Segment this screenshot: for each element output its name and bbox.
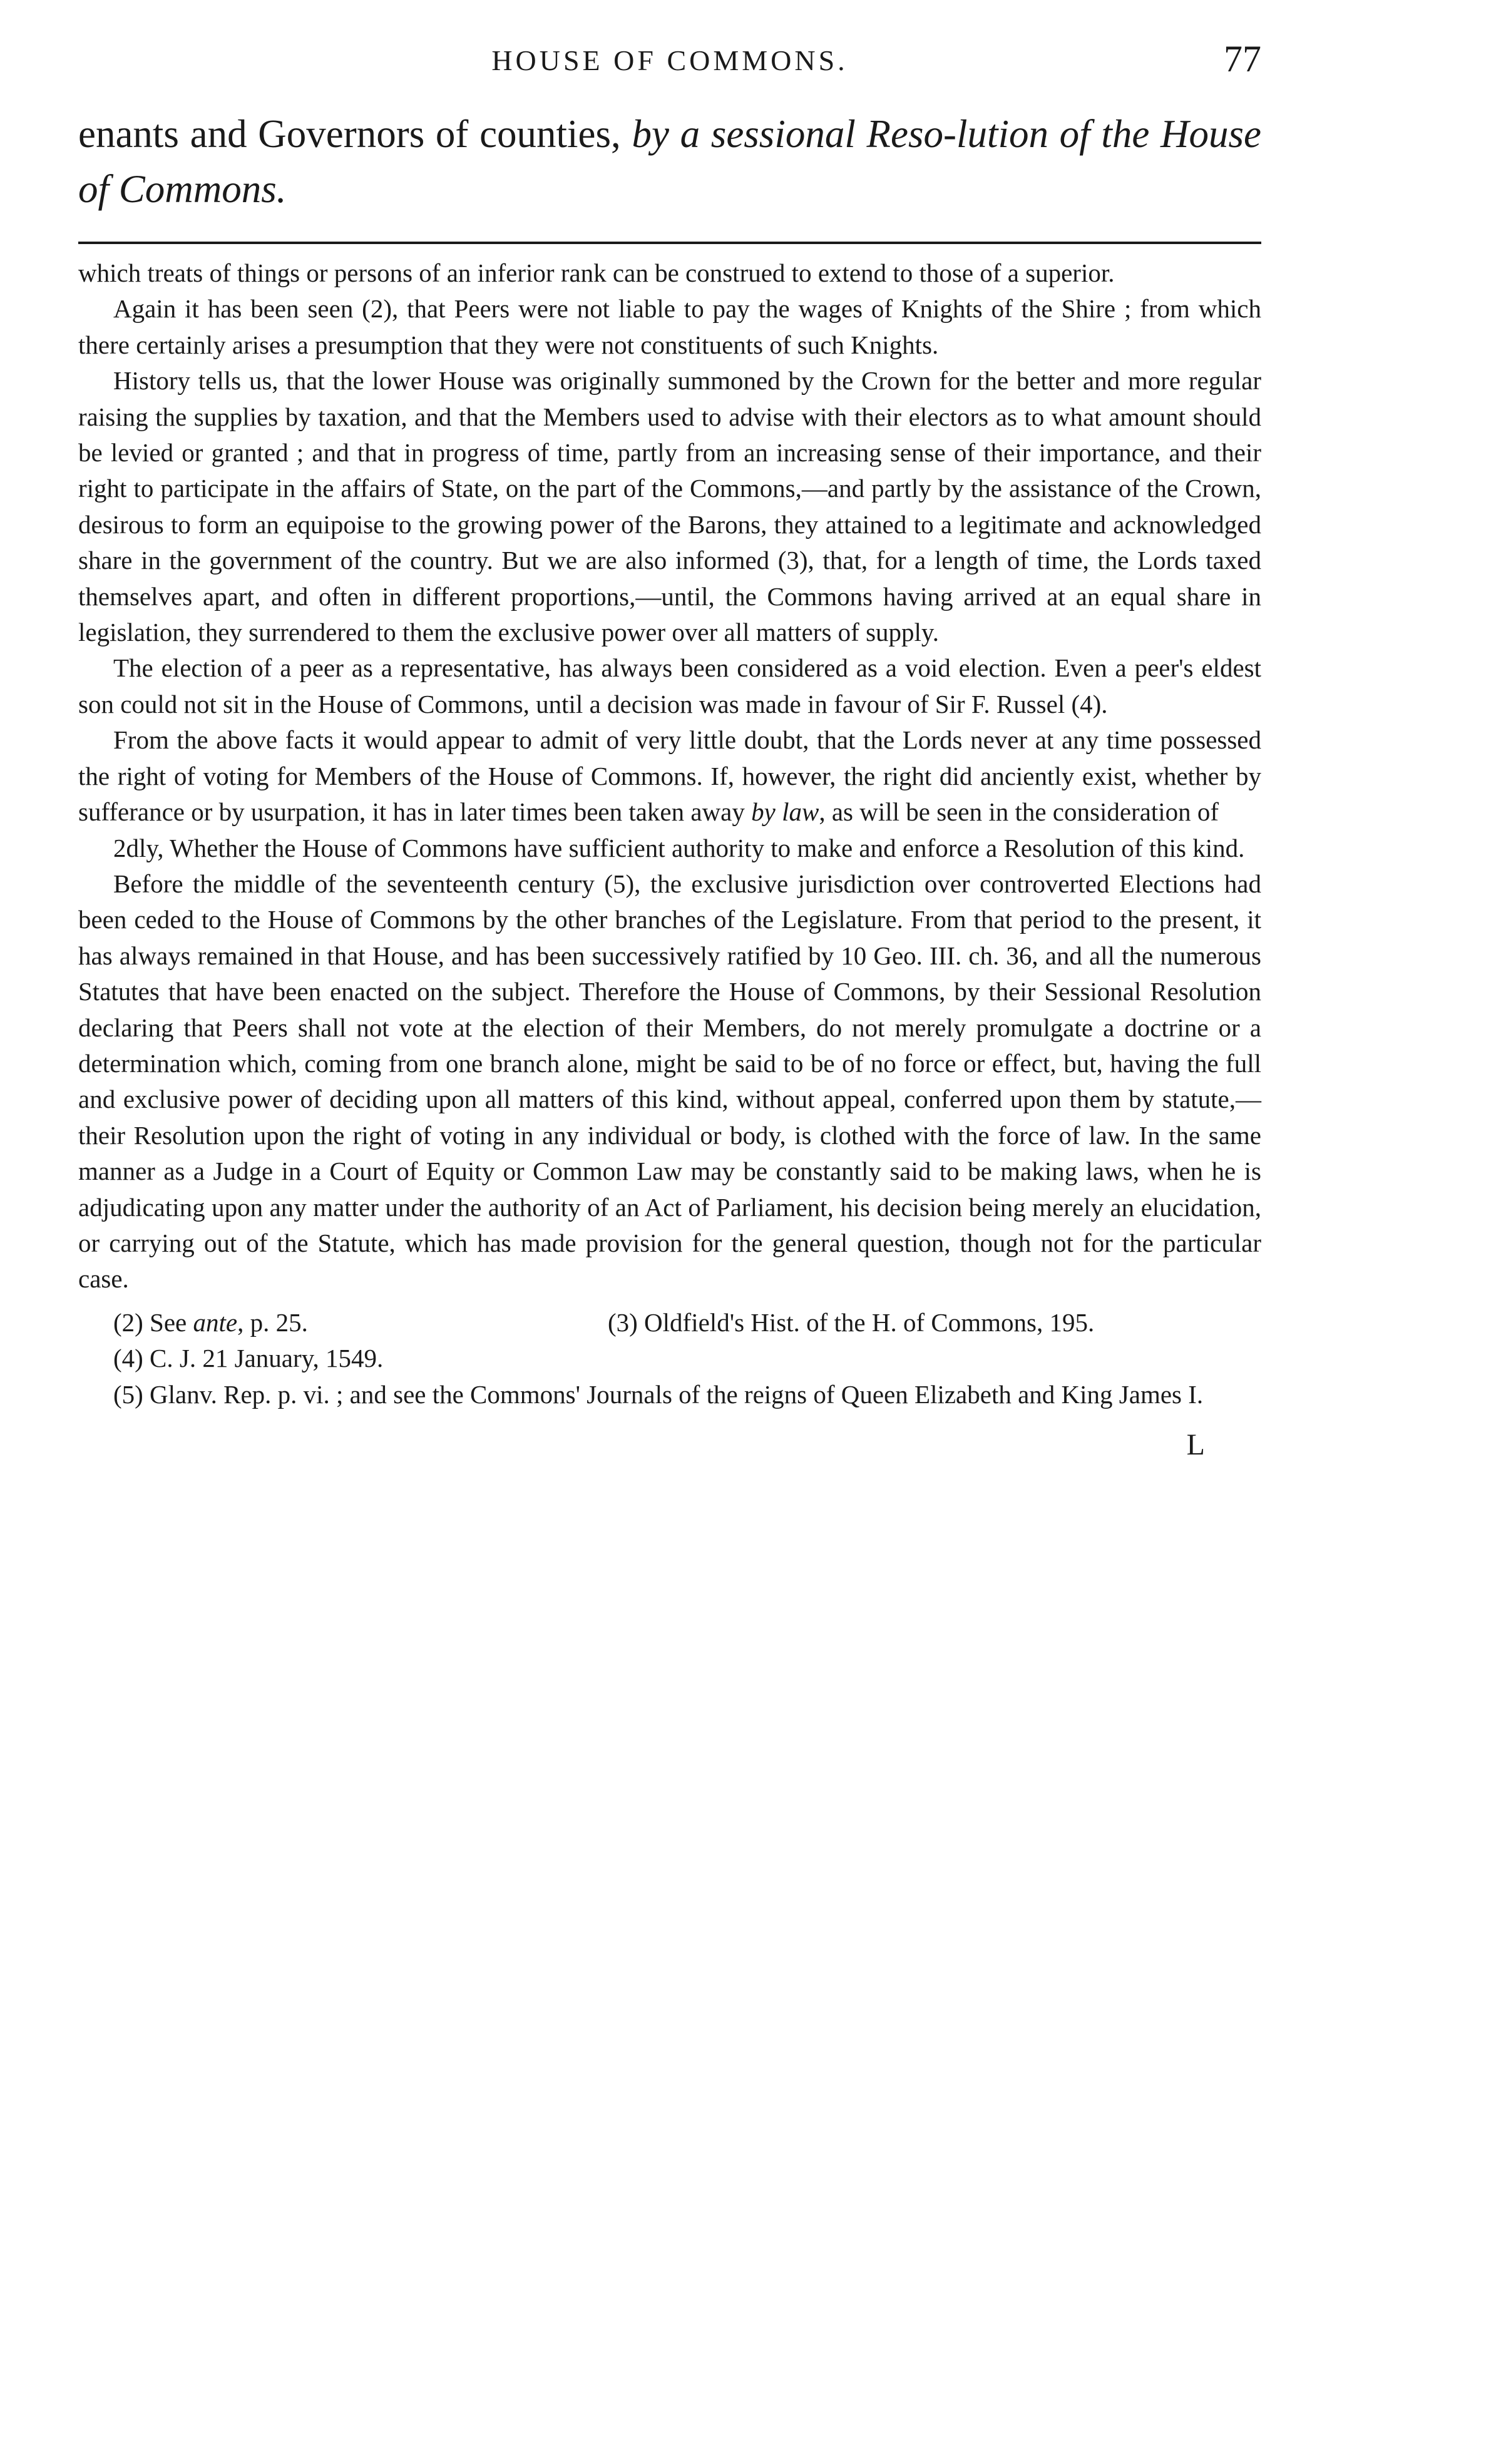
footnote-2 — [113, 1305, 608, 1341]
paragraph-5-italic: by law — [751, 797, 819, 827]
paragraph-5 — [78, 722, 1261, 830]
footnote-4: (4) C. J. 21 January, 1549. — [113, 1344, 384, 1373]
footnote-2-italic: ante — [193, 1307, 238, 1337]
paragraph-5-text-a: From the above facts it would appear to admit of very little doubt, that the Lords never at any time possessed the right of voting for Members of the House of Commons. If, however, the right did anciently exist, whether by sufferance or by usurpation, it has in later times been taken away — [78, 725, 1261, 827]
footnotes — [78, 1305, 1261, 1413]
paragraph-7: Before the middle of the seventeenth century (5), the exclusive jurisdiction over controverted Elections had been ceded to the House of Commons by the other branches of the Legislature. From that period to the present, it has always remained in that House, and has been successively ratified by 10 Geo. III. ch. 36, and all the numerous Statutes that have been enacted on the subject. Therefore the House of Commons, by their Sessional Resolution declaring that Peers shall not vote at the election of their Members, do not merely promulgate a doctrine or a determination which, coming from one branch alone, might be said to be of no force or effect, but, having the full and exclusive power of deciding upon all matters of this kind, without appeal, conferred upon them by statute,—their Resolution upon the right of voting in any individual or body, is clothed with the force of law. In the same manner as a Judge in a Court of Equity or Common Law may be constantly said to be making laws, when he is adjudicating upon any matter under the authority of an Act of Parliament, his decision being merely an elucidation, or carrying out of the Statute, which has made provision for the general question, though not for the particular case. — [78, 869, 1261, 1294]
heading-roman: enants and Governors of counties, — [78, 112, 632, 156]
heading-italic: by a sessional Reso-lution of the House of Commons. — [78, 112, 1261, 211]
heading-rule — [78, 242, 1261, 244]
body-text — [78, 255, 1261, 1297]
running-title: HOUSE OF COMMONS. — [491, 44, 848, 76]
footnote-5: (5) Glanv. Rep. p. vi. ; and see the Commons' Journals of the reigns of Queen Elizabeth and King James I. — [113, 1379, 1204, 1409]
signature-mark: L — [1186, 1428, 1205, 1461]
footnote-2-text-a: (2) See — [113, 1307, 193, 1337]
paragraph-3: History tells us, that the lower House was originally summoned by the Crown for the better and more regular raising the supplies by taxation, and that the Members used to advise with their electors as to what amount should be levied or granted ; and that in progress of time, partly from an increasing sense of their importance, and their right to participate in the affairs of State, on the part of the Commons,—and partly by the assistance of the Crown, desirous to form an equipoise to the growing power of the Barons, they attained to a legitimate and acknowledged share in the government of the country. But we are also informed (3), that, for a length of time, the Lords taxed themselves apart, and often in different proportions,—until, the Commons having arrived at an equal share in legislation, they surrendered to them the exclusive power over all matters of supply. — [78, 366, 1261, 647]
page-number: 77 — [1224, 38, 1261, 79]
section-heading — [78, 106, 1261, 217]
footnote-row-2-3 — [78, 1305, 1261, 1341]
paragraph-1: which treats of things or persons of an inferior rank can be construed to extend to those of a superior. — [78, 258, 1115, 287]
footnote-3: (3) Oldfield's Hist. of the H. of Commons, 195. — [608, 1307, 1095, 1337]
paragraph-5-text-c: , as will be seen in the consideration of — [819, 797, 1219, 827]
footnote-2-text-c: , p. 25. — [237, 1307, 308, 1337]
running-head — [78, 38, 1261, 100]
paragraph-2: Again it has been seen (2), that Peers were not liable to pay the wages of Knights of the Shire ; from which there certainly arises a presumption that they were not constituents of such Knights. — [78, 294, 1261, 359]
paragraph-6: 2dly, Whether the House of Commons have sufficient authority to make and enforce a Resolution of this kind. — [113, 833, 1245, 862]
page — [78, 38, 1261, 1462]
paragraph-4: The election of a peer as a representative, has always been considered as a void election. Even a peer's eldest son could not sit in the House of Commons, until a decision was made in favour of Sir F. Russel (4). — [78, 653, 1261, 718]
